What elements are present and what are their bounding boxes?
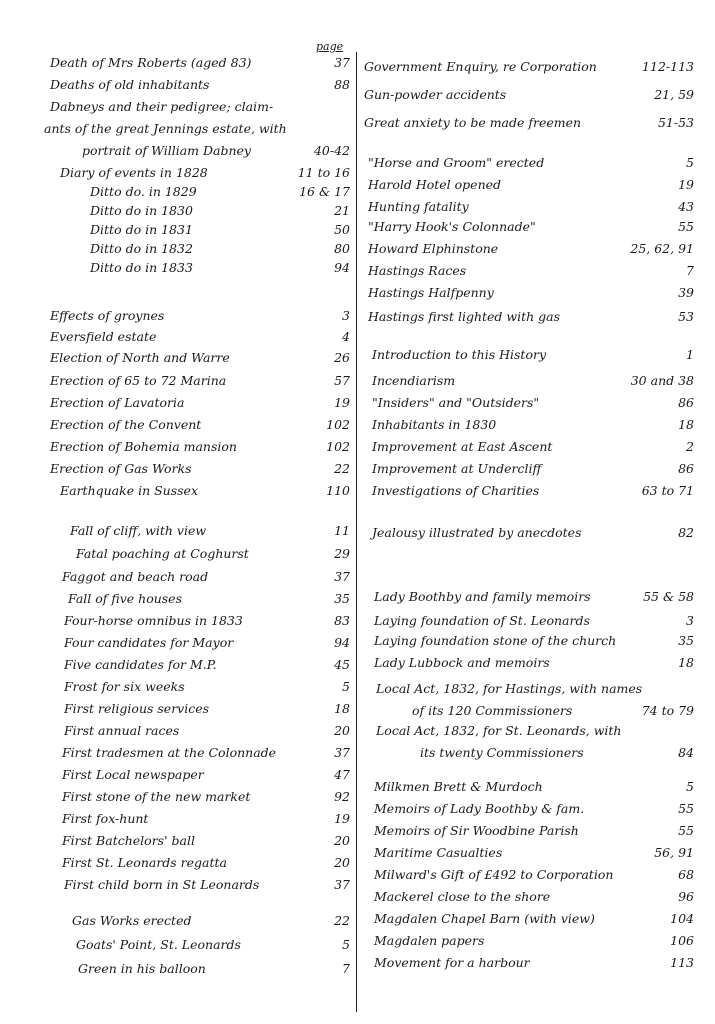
entry-title: Hunting fatality bbox=[368, 199, 469, 214]
right-index-entry bbox=[364, 112, 694, 133]
right-index-entry bbox=[364, 56, 694, 77]
left-index-entry bbox=[90, 181, 350, 202]
entry-page-number: 113 bbox=[670, 955, 694, 970]
column-divider bbox=[356, 52, 357, 1012]
right-index-entry bbox=[372, 522, 694, 543]
right-index-entry bbox=[374, 952, 694, 973]
left-index-entry bbox=[50, 370, 350, 391]
entry-title: Maritime Casualties bbox=[374, 845, 503, 860]
entry-title: Memoirs of Sir Woodbine Parish bbox=[374, 823, 579, 838]
entry-page-number: 55 bbox=[678, 801, 694, 816]
left-index-entry bbox=[60, 480, 350, 501]
entry-page-number: 21 bbox=[334, 203, 350, 218]
right-index-entry bbox=[376, 678, 694, 699]
left-index-entry bbox=[78, 958, 350, 979]
right-index-entry bbox=[374, 930, 694, 951]
entry-page-number: 25, 62, 91 bbox=[630, 241, 694, 256]
entry-title: First St. Leonards regatta bbox=[62, 855, 228, 870]
entry-title: Ditto do in 1830 bbox=[90, 203, 193, 218]
right-index-entry bbox=[372, 392, 694, 413]
entry-page-number: 29 bbox=[334, 546, 350, 561]
entry-title: Goats' Point, St. Leonards bbox=[76, 937, 241, 952]
right-index-entry bbox=[374, 652, 694, 673]
right-index-entry bbox=[374, 820, 694, 841]
left-index-entry bbox=[50, 305, 350, 326]
page-column-header: page bbox=[316, 40, 344, 53]
entry-page-number: 37 bbox=[334, 745, 350, 760]
left-index-entry bbox=[70, 520, 350, 541]
entry-title: Ditto do in 1833 bbox=[90, 260, 193, 275]
entry-page-number: 37 bbox=[334, 877, 350, 892]
entry-title: Five candidates for M.P. bbox=[64, 657, 217, 672]
right-index-entry bbox=[372, 480, 694, 501]
entry-page-number: 3 bbox=[342, 308, 350, 323]
entry-page-number: 11 bbox=[334, 523, 350, 538]
entry-page-number: 18 bbox=[334, 701, 350, 716]
entry-page-number: 83 bbox=[334, 613, 350, 628]
right-index-entry bbox=[374, 630, 694, 651]
entry-title: Ditto do in 1831 bbox=[90, 222, 193, 237]
left-index-entry bbox=[64, 698, 350, 719]
left-index-entry bbox=[62, 764, 350, 785]
left-index-entry bbox=[62, 742, 350, 763]
right-index-entry bbox=[368, 306, 694, 327]
entry-page-number: 18 bbox=[678, 655, 694, 670]
entry-page-number: 22 bbox=[334, 461, 350, 476]
entry-page-number: 55 bbox=[678, 823, 694, 838]
entry-title: Four-horse omnibus in 1833 bbox=[64, 613, 243, 628]
entry-page-number: 35 bbox=[334, 591, 350, 606]
entry-title: Erection of the Convent bbox=[50, 417, 202, 432]
entry-page-number: 112-113 bbox=[642, 59, 694, 74]
entry-title: Deaths of old inhabitants bbox=[50, 77, 210, 92]
entry-page-number: 88 bbox=[334, 77, 350, 92]
left-index-entry bbox=[62, 830, 350, 851]
left-index-entry bbox=[44, 118, 350, 139]
right-index-entry bbox=[368, 260, 694, 281]
entry-page-number: 57 bbox=[334, 373, 350, 388]
left-index-entry bbox=[50, 458, 350, 479]
entry-title: Gun-powder accidents bbox=[364, 87, 507, 102]
left-index-entry bbox=[62, 786, 350, 807]
right-index-entry bbox=[368, 216, 694, 237]
entry-page-number: 1 bbox=[686, 347, 694, 362]
left-index-entry bbox=[50, 436, 350, 457]
left-index-entry bbox=[50, 96, 350, 117]
entry-title: First Batchelors' ball bbox=[62, 833, 195, 848]
entry-page-number: 55 bbox=[678, 219, 694, 234]
entry-title: First fox-hunt bbox=[62, 811, 149, 826]
entry-title: Hastings first lighted with gas bbox=[368, 309, 561, 324]
right-index-entry bbox=[372, 458, 694, 479]
entry-page-number: 50 bbox=[334, 222, 350, 237]
entry-page-number: 84 bbox=[678, 745, 694, 760]
entry-title: Introduction to this History bbox=[372, 347, 547, 362]
entry-title: Local Act, 1832, for Hastings, with names bbox=[376, 681, 643, 696]
entry-title: Fatal poaching at Coghurst bbox=[76, 546, 249, 561]
right-index-entry bbox=[374, 610, 694, 631]
entry-title: Memoirs of Lady Boothby & fam. bbox=[374, 801, 585, 816]
entry-title: Harold Hotel opened bbox=[368, 177, 502, 192]
left-index-entry bbox=[50, 52, 350, 73]
entry-page-number: 7 bbox=[342, 961, 350, 976]
entry-page-number: 110 bbox=[326, 483, 350, 498]
right-index-entry bbox=[368, 174, 694, 195]
entry-page-number: 43 bbox=[678, 199, 694, 214]
entry-page-number: 19 bbox=[334, 811, 350, 826]
entry-page-number: 102 bbox=[326, 439, 350, 454]
entry-title: "Insiders" and "Outsiders" bbox=[372, 395, 540, 410]
entry-page-number: 20 bbox=[334, 855, 350, 870]
left-index-entry bbox=[50, 414, 350, 435]
entry-page-number: 19 bbox=[678, 177, 694, 192]
entry-page-number: 80 bbox=[334, 241, 350, 256]
right-index-entry bbox=[368, 152, 694, 173]
entry-title: Four candidates for Mayor bbox=[64, 635, 234, 650]
entry-title: Ditto do. in 1829 bbox=[90, 184, 197, 199]
right-index-entry bbox=[368, 238, 694, 259]
right-index-entry bbox=[368, 282, 694, 303]
entry-title: Erection of Lavatoria bbox=[50, 395, 185, 410]
entry-page-number: 21, 59 bbox=[654, 87, 694, 102]
entry-title: Investigations of Charities bbox=[372, 483, 540, 498]
entry-page-number: 5 bbox=[686, 155, 694, 170]
right-index-entry bbox=[374, 776, 694, 797]
entry-title: Magdalen papers bbox=[374, 933, 485, 948]
entry-page-number: 37 bbox=[334, 55, 350, 70]
entry-title: Frost for six weeks bbox=[64, 679, 185, 694]
entry-title: Hastings Halfpenny bbox=[368, 285, 494, 300]
entry-page-number: 26 bbox=[334, 350, 350, 365]
entry-title: Ditto do in 1832 bbox=[90, 241, 193, 256]
left-index-entry bbox=[64, 676, 350, 697]
right-index-entry bbox=[376, 720, 694, 741]
left-index-entry bbox=[50, 326, 350, 347]
entry-page-number: 92 bbox=[334, 789, 350, 804]
entry-title: Government Enquiry, re Corporation bbox=[364, 59, 597, 74]
entry-page-number: 94 bbox=[334, 635, 350, 650]
entry-title: Gas Works erected bbox=[72, 913, 192, 928]
entry-page-number: 104 bbox=[670, 911, 694, 926]
entry-title: Howard Elphinstone bbox=[368, 241, 499, 256]
entry-page-number: 19 bbox=[334, 395, 350, 410]
entry-title: Magdalen Chapel Barn (with view) bbox=[374, 911, 595, 926]
entry-title: Milward's Gift of £492 to Corporation bbox=[374, 867, 614, 882]
entry-title: First religious services bbox=[64, 701, 210, 716]
right-index-column bbox=[364, 0, 694, 1024]
left-index-entry bbox=[90, 200, 350, 221]
right-index-entry bbox=[372, 344, 694, 365]
entry-page-number: 3 bbox=[686, 613, 694, 628]
left-index-entry bbox=[62, 808, 350, 829]
entry-title: First Local newspaper bbox=[62, 767, 204, 782]
right-index-entry bbox=[374, 798, 694, 819]
entry-title: ants of the great Jennings estate, with bbox=[44, 121, 287, 136]
entry-page-number: 74 to 79 bbox=[641, 703, 694, 718]
left-index-entry bbox=[68, 588, 350, 609]
left-index-entry bbox=[64, 654, 350, 675]
right-index-entry bbox=[372, 436, 694, 457]
entry-page-number: 68 bbox=[678, 867, 694, 882]
entry-title: Death of Mrs Roberts (aged 83) bbox=[50, 55, 252, 70]
right-index-entry bbox=[374, 886, 694, 907]
left-index-entry bbox=[64, 610, 350, 631]
entry-title: Milkmen Brett & Murdoch bbox=[374, 779, 543, 794]
right-index-entry bbox=[368, 196, 694, 217]
entry-title: Election of North and Warre bbox=[50, 350, 230, 365]
left-index-entry bbox=[50, 392, 350, 413]
entry-title: Mackerel close to the shore bbox=[374, 889, 551, 904]
entry-title: Green in his balloon bbox=[78, 961, 206, 976]
left-index-entry bbox=[62, 852, 350, 873]
entry-title: Faggot and beach road bbox=[62, 569, 209, 584]
entry-title: Fall of five houses bbox=[68, 591, 182, 606]
entry-title: Earthquake in Sussex bbox=[60, 483, 198, 498]
right-index-entry bbox=[374, 586, 694, 607]
left-index-entry bbox=[90, 257, 350, 278]
entry-title: First annual races bbox=[64, 723, 180, 738]
entry-title: Improvement at Undercliff bbox=[372, 461, 542, 476]
entry-title: Erection of Bohemia mansion bbox=[50, 439, 237, 454]
right-index-entry bbox=[364, 84, 694, 105]
entry-title: Incendiarism bbox=[372, 373, 456, 388]
entry-page-number: 2 bbox=[686, 439, 694, 454]
entry-page-number: 4 bbox=[342, 329, 350, 344]
entry-page-number: 102 bbox=[326, 417, 350, 432]
left-index-entry bbox=[50, 74, 350, 95]
entry-title: Fall of cliff, with view bbox=[70, 523, 207, 538]
entry-title: Movement for a harbour bbox=[374, 955, 530, 970]
entry-title: Great anxiety to be made freemen bbox=[364, 115, 582, 130]
entry-title: Dabneys and their pedigree; claim- bbox=[50, 99, 274, 114]
entry-title: Improvement at East Ascent bbox=[372, 439, 553, 454]
left-index-entry bbox=[90, 238, 350, 259]
left-index-entry bbox=[82, 140, 350, 161]
entry-page-number: 39 bbox=[678, 285, 694, 300]
entry-page-number: 96 bbox=[678, 889, 694, 904]
entry-title: Eversfield estate bbox=[50, 329, 157, 344]
left-index-entry bbox=[76, 543, 350, 564]
left-index-entry bbox=[64, 874, 350, 895]
entry-page-number: 45 bbox=[334, 657, 350, 672]
entry-page-number: 51-53 bbox=[657, 115, 694, 130]
entry-page-number: 47 bbox=[334, 767, 350, 782]
entry-title: Hastings Races bbox=[368, 263, 467, 278]
entry-title: Laying foundation stone of the church bbox=[374, 633, 617, 648]
left-index-entry bbox=[62, 566, 350, 587]
entry-title: First stone of the new market bbox=[62, 789, 251, 804]
entry-page-number: 16 & 17 bbox=[299, 184, 350, 199]
entry-page-number: 106 bbox=[670, 933, 694, 948]
entry-page-number: 94 bbox=[334, 260, 350, 275]
right-index-entry bbox=[374, 842, 694, 863]
right-index-entry bbox=[374, 908, 694, 929]
left-index-entry bbox=[50, 347, 350, 368]
entry-page-number: 7 bbox=[686, 263, 694, 278]
entry-title: Laying foundation of St. Leonards bbox=[374, 613, 590, 628]
entry-title: Diary of events in 1828 bbox=[60, 165, 208, 180]
right-index-entry bbox=[372, 414, 694, 435]
entry-title: Lady Boothby and family memoirs bbox=[374, 589, 591, 604]
left-index-entry bbox=[76, 934, 350, 955]
entry-page-number: 86 bbox=[678, 395, 694, 410]
entry-page-number: 53 bbox=[678, 309, 694, 324]
right-index-entry bbox=[412, 700, 694, 721]
entry-page-number: 11 to 16 bbox=[297, 165, 350, 180]
entry-page-number: 20 bbox=[334, 723, 350, 738]
entry-title: "Horse and Groom" erected bbox=[368, 155, 545, 170]
left-index-entry bbox=[90, 219, 350, 240]
entry-page-number: 35 bbox=[678, 633, 694, 648]
left-index-entry bbox=[60, 162, 350, 183]
entry-page-number: 56, 91 bbox=[654, 845, 694, 860]
entry-title: Lady Lubbock and memoirs bbox=[374, 655, 550, 670]
entry-title: Local Act, 1832, for St. Leonards, with bbox=[376, 723, 622, 738]
entry-page-number: 86 bbox=[678, 461, 694, 476]
entry-page-number: 40-42 bbox=[313, 143, 350, 158]
entry-page-number: 22 bbox=[334, 913, 350, 928]
entry-title: of its 120 Commissioners bbox=[412, 703, 573, 718]
entry-page-number: 20 bbox=[334, 833, 350, 848]
entry-page-number: 5 bbox=[342, 679, 350, 694]
entry-title: its twenty Commissioners bbox=[420, 745, 584, 760]
entry-page-number: 5 bbox=[686, 779, 694, 794]
entry-title: Inhabitants in 1830 bbox=[372, 417, 497, 432]
entry-title: Erection of 65 to 72 Marina bbox=[50, 373, 227, 388]
entry-page-number: 5 bbox=[342, 937, 350, 952]
entry-page-number: 18 bbox=[678, 417, 694, 432]
entry-title: Effects of groynes bbox=[50, 308, 165, 323]
entry-title: "Harry Hook's Colonnade" bbox=[368, 219, 536, 234]
entry-page-number: 30 and 38 bbox=[630, 373, 694, 388]
entry-page-number: 55 & 58 bbox=[643, 589, 694, 604]
entry-page-number: 37 bbox=[334, 569, 350, 584]
right-index-entry bbox=[372, 370, 694, 391]
left-index-entry bbox=[72, 910, 350, 931]
left-index-entry bbox=[64, 632, 350, 653]
right-index-entry bbox=[374, 864, 694, 885]
entry-title: Erection of Gas Works bbox=[50, 461, 192, 476]
entry-title: First tradesmen at the Colonnade bbox=[62, 745, 277, 760]
left-index-column bbox=[44, 0, 350, 1024]
right-index-entry bbox=[420, 742, 694, 763]
entry-title: portrait of William Dabney bbox=[82, 143, 251, 158]
entry-page-number: 63 to 71 bbox=[641, 483, 694, 498]
entry-title: Jealousy illustrated by anecdotes bbox=[372, 525, 582, 540]
entry-page-number: 82 bbox=[678, 525, 694, 540]
entry-title: First child born in St Leonards bbox=[64, 877, 260, 892]
left-index-entry bbox=[64, 720, 350, 741]
